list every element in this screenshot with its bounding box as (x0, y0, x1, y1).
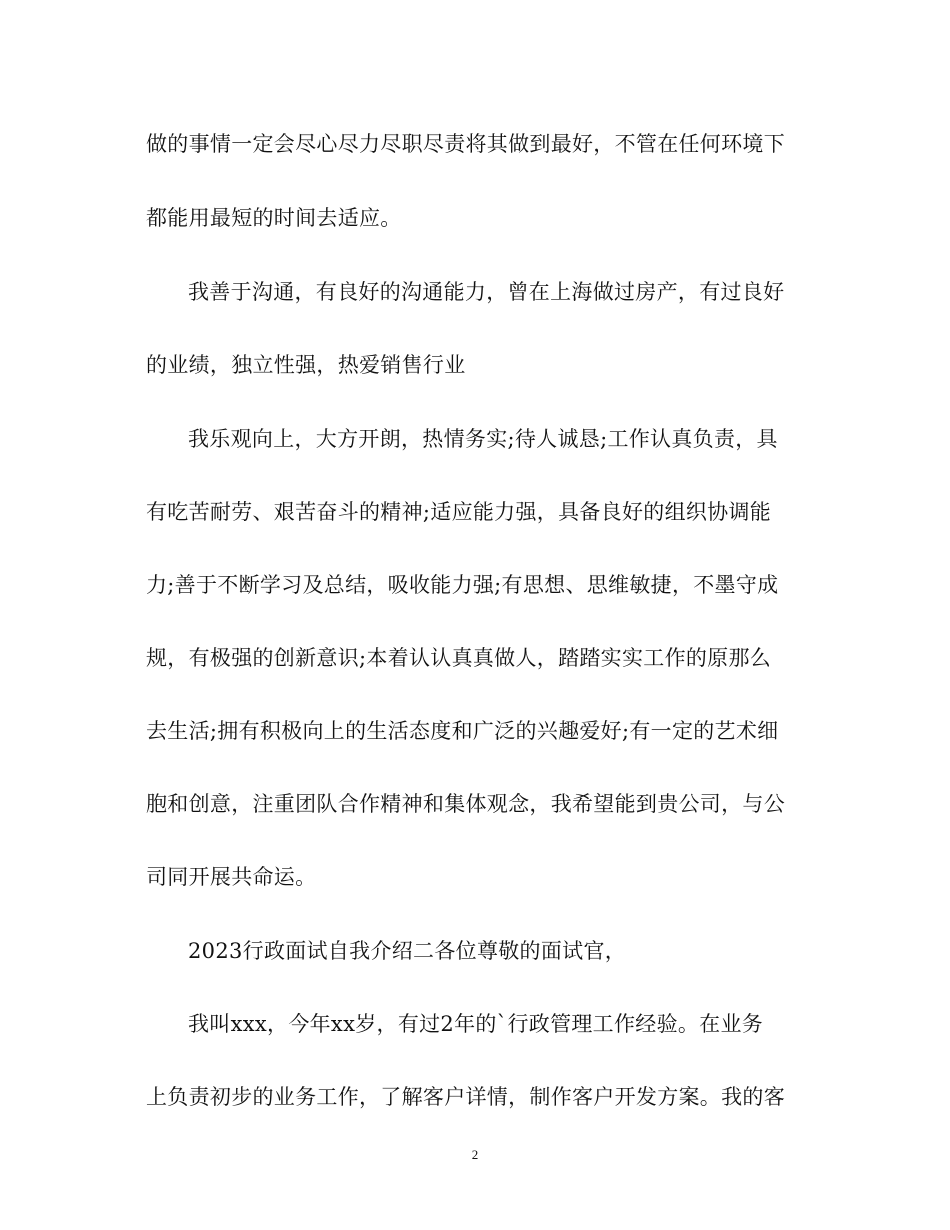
text-line-7: 力;善于不断学习及总结，吸收能力强;有思想、思维敏捷，不墨守成 (146, 573, 779, 597)
text-line-8: 规，有极强的创新意识;本着认认真真做人，踏踏实实工作的原那么 (146, 646, 772, 670)
text-line-3: 我善于沟通，有良好的沟通能力，曾在上海做过房产，有过良好 (188, 280, 785, 304)
text-line-2: 都能用最短的时间去适应。 (146, 206, 402, 230)
text-line-5: 我乐观向上，大方开朗，热情务实;待人诚恳;工作认真负责，具 (188, 427, 778, 451)
text-line-1: 做的事情一定会尽心尽力尽职尽责将其做到最好，不管在任何环境下 (146, 132, 785, 156)
text-line-13: 我叫xxx，今年xx岁，有过2年的`行政管理工作经验。在业务 (188, 1012, 764, 1036)
text-line-4: 的业绩，独立性强，热爱销售行业 (146, 353, 466, 377)
page-number: 2 (471, 1147, 479, 1162)
text-line-14: 上负责初步的业务工作，了解客户详情，制作客户开发方案。我的客 (146, 1085, 785, 1109)
text-line-10: 胞和创意，注重团队合作精神和集体观念，我希望能到贵公司，与公 (146, 792, 785, 816)
text-line-9: 去生活;拥有积极向上的生活态度和广泛的兴趣爱好;有一定的艺术细 (146, 719, 779, 743)
text-line-11: 司同开展共命运。 (146, 865, 317, 889)
text-line-6: 有吃苦耐劳、艰苦奋斗的精神;适应能力强，具备良好的组织协调能 (146, 500, 772, 524)
text-line-12: 2023行政面试自我介绍二各位尊敬的面试官， (188, 939, 627, 963)
